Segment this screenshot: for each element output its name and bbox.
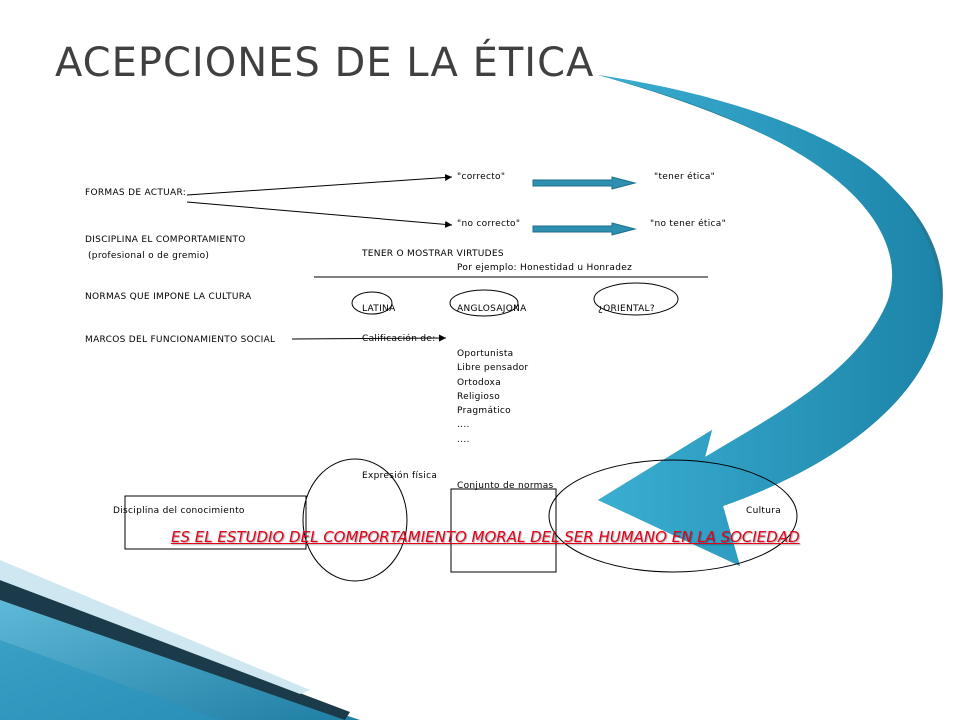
list-item: Pragmático (457, 406, 511, 416)
list-item: .... (457, 435, 470, 445)
label-latina: LATINA (362, 304, 396, 314)
arrow-formas-correcto (187, 177, 452, 195)
label-tener-virtudes: TENER O MOSTRAR VIRTUDES (362, 249, 504, 259)
label-normas-cultura: NORMAS QUE IMPONE LA CULTURA (85, 292, 252, 302)
curved-arrow (598, 75, 943, 566)
list-item: Ortodoxa (457, 378, 502, 388)
label-profesional-gremio: (profesional o de gremio) (88, 251, 210, 261)
label-conjunto-normas: Conjunto de normas (457, 481, 554, 491)
definition-tagline: ES EL ESTUDIO DEL COMPORTAMIENTO MORAL DEL SER HUMANO EN LA SOCIEDAD (171, 528, 800, 546)
list-item: Religioso (457, 392, 501, 402)
label-correcto: "correcto" (457, 172, 506, 182)
label-oriental: ¿ORIENTAL? (598, 304, 655, 314)
label-no-tener-etica: "no tener ética" (650, 219, 727, 229)
block-arrow-no-tener-etica (533, 223, 635, 235)
list-item: Libre pensador (457, 363, 529, 373)
label-calificacion: Calificación de: (362, 334, 436, 344)
label-anglosajona: ANGLOSAJONA (457, 304, 527, 314)
label-marcos-funcionamiento: MARCOS DEL FUNCIONAMIENTO SOCIAL (85, 335, 276, 345)
arrow-formas-no-correcto (187, 202, 452, 225)
block-arrow-tener-etica (533, 177, 635, 189)
corner-decoration (0, 560, 360, 720)
page-title: ACEPCIONES DE LA ÉTICA (55, 40, 595, 86)
label-ejemplo-honestidad: Por ejemplo: Honestidad u Honradez (457, 263, 633, 273)
label-cultura: Cultura (746, 506, 782, 516)
list-item: .... (457, 420, 470, 430)
list-item: Oportunista (457, 349, 514, 359)
label-expresion-fisica: Expresión física (362, 471, 438, 481)
label-disciplina-conocimiento: Disciplina del conocimiento (113, 506, 245, 516)
label-disciplina-comportamiento: DISCIPLINA EL COMPORTAMIENTO (85, 235, 246, 245)
label-formas-de-actuar: FORMAS DE ACTUAR: (85, 188, 187, 198)
label-no-correcto: "no correcto" (457, 219, 521, 229)
label-tener-etica: "tener ética" (654, 172, 716, 182)
